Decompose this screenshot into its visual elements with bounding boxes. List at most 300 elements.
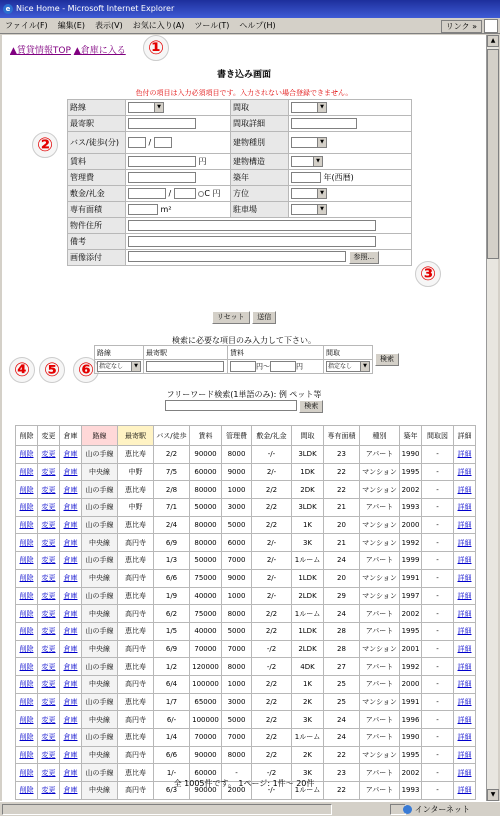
detail-link[interactable]: 詳細 <box>457 521 472 530</box>
deposit-separator: / <box>168 189 172 198</box>
col-header-deposit: 敷金/礼金 <box>252 426 292 446</box>
reset-button[interactable]: リセット <box>212 311 250 324</box>
cell-type: アパート <box>365 450 394 459</box>
table-cell <box>422 446 454 464</box>
detail-link[interactable]: 詳細 <box>457 697 472 706</box>
detail-link[interactable]: 詳細 <box>457 574 472 583</box>
edit-link[interactable]: 変更 <box>41 503 56 512</box>
cell-station: 高円寺 <box>125 680 146 689</box>
warehouse-link[interactable]: 倉庫 <box>63 521 78 530</box>
search-button[interactable]: 検索 <box>375 353 399 366</box>
annotation-1: ① <box>143 35 169 61</box>
table-cell <box>222 605 252 623</box>
delete-link[interactable]: 削除 <box>19 485 34 494</box>
table-cell <box>60 463 82 481</box>
table-cell <box>38 675 60 693</box>
cell-type: アパート <box>365 733 394 742</box>
warehouse-link[interactable]: 倉庫 <box>63 609 78 618</box>
label-area: 専有面積 <box>68 202 126 218</box>
edit-link[interactable]: 変更 <box>41 715 56 724</box>
table-cell <box>292 463 324 481</box>
area-unit: m² <box>160 205 172 214</box>
layout-select[interactable] <box>291 102 327 113</box>
table-cell <box>422 552 454 570</box>
delete-link[interactable]: 削除 <box>19 521 34 530</box>
label-rent: 賃料 <box>68 154 126 170</box>
bus-input[interactable] <box>128 137 146 148</box>
edit-link[interactable]: 変更 <box>41 662 56 671</box>
rent-min-input[interactable] <box>230 361 256 372</box>
delete-link[interactable]: 削除 <box>19 574 34 583</box>
cell-layout: 1ルーム <box>294 733 321 742</box>
cell-mgmt: - <box>235 768 238 777</box>
cell-layout: 3K <box>302 768 313 777</box>
table-cell <box>118 693 154 711</box>
cell-floorplan: - <box>436 662 439 671</box>
label-structure: 建物構造 <box>231 154 289 170</box>
cell-rent: 70000 <box>194 644 217 653</box>
label-deposit: 敷金/礼金 <box>68 186 126 202</box>
menu-favorites[interactable]: お気に入り(A) <box>132 21 185 30</box>
table-cell <box>454 693 476 711</box>
detail-link[interactable]: 詳細 <box>457 715 472 724</box>
search-layout-select[interactable] <box>326 361 370 372</box>
table-cell <box>400 481 422 499</box>
cell-walk: 7/1 <box>165 503 178 512</box>
cell-deposit: 2/- <box>266 468 277 477</box>
cell-floorplan: - <box>436 521 439 530</box>
table-cell <box>82 729 118 747</box>
table-cell <box>292 729 324 747</box>
area-input[interactable] <box>128 204 158 215</box>
cell-rent: 120000 <box>192 662 219 671</box>
cell-walk: 1/2 <box>165 662 178 671</box>
annotation-3: ③ <box>415 261 441 287</box>
search-route-select[interactable] <box>97 361 141 372</box>
warehouse-link[interactable]: ▲倉庫に入る <box>73 46 126 56</box>
table-cell <box>400 605 422 623</box>
table-cell <box>252 463 292 481</box>
edit-link[interactable]: 変更 <box>41 468 56 477</box>
cell-area: 22 <box>337 468 346 477</box>
warehouse-link[interactable]: 倉庫 <box>63 468 78 477</box>
search-layout-value: 指定なし <box>328 363 353 370</box>
table-cell <box>154 693 190 711</box>
table-cell <box>292 605 324 623</box>
image-path-input[interactable] <box>128 251 346 262</box>
deposit-input[interactable] <box>128 188 166 199</box>
cell-station: 高円寺 <box>125 538 146 547</box>
table-cell <box>222 499 252 517</box>
cell-station: 恵比寿 <box>125 485 146 494</box>
table-cell <box>400 675 422 693</box>
cell-route: 山の手線 <box>85 450 114 459</box>
detail-link[interactable]: 詳細 <box>457 556 472 565</box>
cell-walk: 6/- <box>166 715 177 724</box>
chevron-down-icon: ▼ <box>313 157 322 166</box>
table-cell <box>60 516 82 534</box>
table-cell <box>154 675 190 693</box>
edit-link[interactable]: 変更 <box>41 644 56 653</box>
rent-max-input[interactable] <box>270 361 296 372</box>
delete-link[interactable]: 削除 <box>19 591 34 600</box>
warehouse-link[interactable]: 倉庫 <box>63 450 78 459</box>
table-cell <box>222 675 252 693</box>
scroll-down-icon[interactable]: ▼ <box>487 789 499 801</box>
scroll-thumb[interactable] <box>487 49 499 259</box>
edit-link[interactable]: 変更 <box>41 627 56 636</box>
warehouse-link[interactable]: 倉庫 <box>63 538 78 547</box>
chevron-down-icon: ▼ <box>131 362 140 371</box>
table-cell <box>360 605 400 623</box>
layout-detail-input[interactable] <box>291 118 357 129</box>
table-cell <box>252 746 292 764</box>
cell-area: 22 <box>337 485 346 494</box>
cell-area: 22 <box>337 786 346 795</box>
table-cell <box>82 446 118 464</box>
table-row <box>16 587 476 605</box>
warehouse-link[interactable]: 倉庫 <box>63 662 78 671</box>
edit-link[interactable]: 変更 <box>41 680 56 689</box>
table-cell <box>38 552 60 570</box>
table-row <box>16 622 476 640</box>
detail-link[interactable]: 詳細 <box>457 662 472 671</box>
address-input[interactable] <box>128 220 376 231</box>
table-cell <box>118 729 154 747</box>
menu-tools[interactable]: ツール(T) <box>194 21 230 30</box>
age-input[interactable] <box>291 172 321 183</box>
table-cell <box>252 534 292 552</box>
rent-unit: 円 <box>198 157 207 166</box>
cell-area: 20 <box>337 521 346 530</box>
delete-link[interactable]: 削除 <box>19 733 34 742</box>
cell-walk: 6/3 <box>165 786 178 795</box>
table-cell <box>252 446 292 464</box>
detail-link[interactable]: 詳細 <box>457 503 472 512</box>
delete-link[interactable]: 削除 <box>19 556 34 565</box>
table-cell <box>422 481 454 499</box>
delete-link[interactable]: 削除 <box>19 644 34 653</box>
edit-link[interactable]: 変更 <box>41 521 56 530</box>
security-zone <box>403 804 470 815</box>
structure-select[interactable] <box>291 156 323 167</box>
cell-route: 山の手線 <box>85 521 114 530</box>
cell-floorplan: - <box>436 538 439 547</box>
table-cell <box>454 605 476 623</box>
table-cell <box>292 711 324 729</box>
cell-area: 28 <box>337 644 346 653</box>
cell-type: マンション <box>362 521 397 530</box>
cell-route: 中央線 <box>89 786 110 795</box>
cell-mgmt: 7000 <box>227 644 246 653</box>
table-cell <box>82 481 118 499</box>
detail-link[interactable]: 詳細 <box>457 733 472 742</box>
warehouse-link[interactable]: 倉庫 <box>63 733 78 742</box>
table-cell <box>422 569 454 587</box>
warehouse-link[interactable]: 倉庫 <box>63 556 78 565</box>
detail-link[interactable]: 詳細 <box>457 485 472 494</box>
walk-input[interactable] <box>154 137 172 148</box>
delete-link[interactable]: 削除 <box>19 768 34 777</box>
building-type-select[interactable] <box>291 137 327 148</box>
table-cell <box>38 711 60 729</box>
annotation-5: ⑤ <box>39 357 65 383</box>
table-cell <box>324 658 360 676</box>
table-cell <box>190 463 222 481</box>
col-header-station: 最寄駅 <box>118 426 154 446</box>
detail-link[interactable]: 詳細 <box>457 609 472 618</box>
table-cell <box>324 552 360 570</box>
table-cell <box>454 463 476 481</box>
edit-link[interactable]: 変更 <box>41 538 56 547</box>
edit-link[interactable]: 変更 <box>41 556 56 565</box>
table-cell <box>154 729 190 747</box>
table-cell <box>252 693 292 711</box>
cell-floorplan: - <box>436 680 439 689</box>
cell-area: 24 <box>337 609 346 618</box>
table-cell <box>222 729 252 747</box>
cell-layout: 2LDK <box>298 591 317 600</box>
cell-walk: 6/6 <box>165 574 178 583</box>
cell-layout: 4DK <box>300 662 315 671</box>
cell-route: 中央線 <box>89 644 110 653</box>
edit-link[interactable]: 変更 <box>41 733 56 742</box>
cell-station: 恵比寿 <box>125 591 146 600</box>
cell-area: 23 <box>337 450 346 459</box>
freeword-search-button[interactable]: 検索 <box>299 400 323 413</box>
table-row <box>16 711 476 729</box>
cell-deposit: 2/- <box>266 591 277 600</box>
warehouse-link[interactable]: 倉庫 <box>63 503 78 512</box>
submit-button[interactable]: 送信 <box>252 311 276 324</box>
edit-link[interactable]: 変更 <box>41 751 56 760</box>
table-cell <box>118 640 154 658</box>
col-header-warehouse: 倉庫 <box>60 426 82 446</box>
walk-separator: / <box>148 138 152 147</box>
warehouse-link[interactable]: 倉庫 <box>63 680 78 689</box>
table-cell <box>422 711 454 729</box>
table-cell <box>400 746 422 764</box>
cell-route: 中央線 <box>89 609 110 618</box>
table-cell <box>190 622 222 640</box>
table-cell <box>400 729 422 747</box>
edit-link[interactable]: 変更 <box>41 697 56 706</box>
delete-link[interactable]: 削除 <box>19 697 34 706</box>
table-cell <box>324 463 360 481</box>
delete-link[interactable]: 削除 <box>19 627 34 636</box>
delete-link[interactable]: 削除 <box>19 680 34 689</box>
table-cell <box>118 446 154 464</box>
table-cell <box>252 587 292 605</box>
links-button[interactable]: リンク » <box>441 20 482 33</box>
cell-age: 1995 <box>401 468 420 477</box>
delete-link[interactable]: 削除 <box>19 786 34 795</box>
table-cell <box>454 534 476 552</box>
cell-mgmt: 1000 <box>227 591 246 600</box>
menu-edit[interactable]: 編集(E) <box>57 21 85 30</box>
table-cell <box>60 552 82 570</box>
cell-rent: 100000 <box>192 715 219 724</box>
search-station-input[interactable] <box>146 361 224 372</box>
scroll-up-icon[interactable]: ▲ <box>487 35 499 47</box>
edit-link[interactable]: 変更 <box>41 786 56 795</box>
delete-link[interactable]: 削除 <box>19 450 34 459</box>
table-cell <box>60 605 82 623</box>
table-cell <box>38 746 60 764</box>
detail-link[interactable]: 詳細 <box>457 538 472 547</box>
delete-link[interactable]: 削除 <box>19 715 34 724</box>
detail-link[interactable]: 詳細 <box>457 591 472 600</box>
page-viewport <box>2 35 486 801</box>
detail-link[interactable]: 詳細 <box>457 786 472 795</box>
detail-link[interactable]: 詳細 <box>457 468 472 477</box>
cell-type: アパート <box>365 609 394 618</box>
table-cell <box>360 693 400 711</box>
table-cell <box>454 640 476 658</box>
table-cell <box>154 463 190 481</box>
table-cell <box>38 658 60 676</box>
key-money-input[interactable] <box>174 188 196 199</box>
cell-type: マンション <box>362 538 397 547</box>
table-cell <box>454 711 476 729</box>
search-instruction: 検索に必要な項目のみ入力して下さい。 <box>172 336 316 345</box>
detail-link[interactable]: 詳細 <box>457 751 472 760</box>
table-cell <box>190 693 222 711</box>
edit-link[interactable]: 変更 <box>41 768 56 777</box>
cell-layout: 1K <box>302 680 313 689</box>
detail-link[interactable]: 詳細 <box>457 644 472 653</box>
warehouse-link[interactable]: 倉庫 <box>63 697 78 706</box>
table-cell <box>222 658 252 676</box>
warehouse-link[interactable]: 倉庫 <box>63 591 78 600</box>
table-cell <box>292 446 324 464</box>
parking-select[interactable] <box>291 204 327 215</box>
cell-walk: 6/9 <box>165 644 178 653</box>
detail-link[interactable]: 詳細 <box>457 627 472 636</box>
menu-help[interactable]: ヘルプ(H) <box>239 21 276 30</box>
status-text-cell <box>2 804 332 815</box>
edit-link[interactable]: 変更 <box>41 574 56 583</box>
table-cell <box>454 569 476 587</box>
direction-select[interactable] <box>291 188 327 199</box>
col-header-mgmt: 管理費 <box>222 426 252 446</box>
cell-rent: 65000 <box>194 697 217 706</box>
globe-icon <box>403 805 412 814</box>
delete-link[interactable]: 削除 <box>19 751 34 760</box>
table-cell <box>252 640 292 658</box>
edit-link[interactable]: 変更 <box>41 591 56 600</box>
table-cell <box>60 658 82 676</box>
col-header-type: 種別 <box>360 426 400 446</box>
detail-link[interactable]: 詳細 <box>457 450 472 459</box>
station-input[interactable] <box>128 118 196 129</box>
delete-link[interactable]: 削除 <box>19 662 34 671</box>
table-cell <box>324 587 360 605</box>
table-cell <box>400 552 422 570</box>
delete-link[interactable]: 削除 <box>19 538 34 547</box>
warehouse-link[interactable]: 倉庫 <box>63 627 78 636</box>
cell-walk: 1/- <box>166 768 177 777</box>
browse-button[interactable]: 参照... <box>349 251 380 264</box>
table-cell <box>190 552 222 570</box>
menu-file[interactable]: ファイル(F) <box>5 21 48 30</box>
cell-station: 恵比寿 <box>125 733 146 742</box>
detail-link[interactable]: 詳細 <box>457 680 472 689</box>
table-row <box>16 446 476 464</box>
warehouse-link[interactable]: 倉庫 <box>63 751 78 760</box>
warehouse-link[interactable]: 倉庫 <box>63 644 78 653</box>
freeword-input[interactable] <box>165 400 297 411</box>
menu-view[interactable]: 表示(V) <box>94 21 123 30</box>
cell-mgmt: 7000 <box>227 733 246 742</box>
table-cell <box>82 605 118 623</box>
table-row <box>16 640 476 658</box>
cell-deposit: 2/- <box>266 556 277 565</box>
delete-link[interactable]: 削除 <box>19 468 34 477</box>
zone-label: インターネット <box>414 805 470 814</box>
vertical-scrollbar[interactable] <box>486 35 498 801</box>
edit-link[interactable]: 変更 <box>41 609 56 618</box>
table-cell <box>60 587 82 605</box>
chevron-down-icon: ▼ <box>360 362 369 371</box>
table-cell <box>422 693 454 711</box>
edit-link[interactable]: 変更 <box>41 450 56 459</box>
label-building-type: 建物種別 <box>231 132 289 154</box>
table-cell <box>400 463 422 481</box>
warehouse-link[interactable]: 倉庫 <box>63 485 78 494</box>
table-cell <box>252 622 292 640</box>
label-station: 最寄駅 <box>68 116 126 132</box>
table-cell <box>16 463 38 481</box>
table-cell <box>154 622 190 640</box>
cell-floorplan: - <box>436 697 439 706</box>
cell-floorplan: - <box>436 450 439 459</box>
warehouse-link[interactable]: 倉庫 <box>63 715 78 724</box>
warehouse-link[interactable]: 倉庫 <box>63 786 78 795</box>
table-cell <box>154 481 190 499</box>
table-cell <box>60 693 82 711</box>
cell-deposit: -/2 <box>266 768 277 777</box>
table-cell <box>454 516 476 534</box>
table-cell <box>118 481 154 499</box>
table-cell <box>190 481 222 499</box>
remarks-input[interactable] <box>128 236 376 247</box>
cell-area: 21 <box>337 503 346 512</box>
table-cell <box>454 675 476 693</box>
warehouse-link[interactable]: 倉庫 <box>63 574 78 583</box>
search-route-value: 指定なし <box>99 363 124 370</box>
table-cell <box>118 499 154 517</box>
warehouse-link[interactable]: 倉庫 <box>63 768 78 777</box>
cell-age: 2002 <box>401 609 420 618</box>
rental-top-link[interactable]: ▲賃貸情報TOP <box>10 46 71 56</box>
delete-link[interactable]: 削除 <box>19 609 34 618</box>
table-cell <box>360 499 400 517</box>
table-cell <box>16 605 38 623</box>
edit-link[interactable]: 変更 <box>41 485 56 494</box>
mgmt-input[interactable] <box>128 172 196 183</box>
table-cell <box>360 622 400 640</box>
delete-link[interactable]: 削除 <box>19 503 34 512</box>
label-parking: 駐車場 <box>231 202 289 218</box>
route-select[interactable] <box>128 102 164 113</box>
cell-deposit: 2/2 <box>265 521 278 530</box>
cell-mgmt: 9000 <box>227 468 246 477</box>
rent-input[interactable] <box>128 156 196 167</box>
table-cell <box>324 481 360 499</box>
col-header-rent: 賃料 <box>190 426 222 446</box>
detail-link[interactable]: 詳細 <box>457 768 472 777</box>
